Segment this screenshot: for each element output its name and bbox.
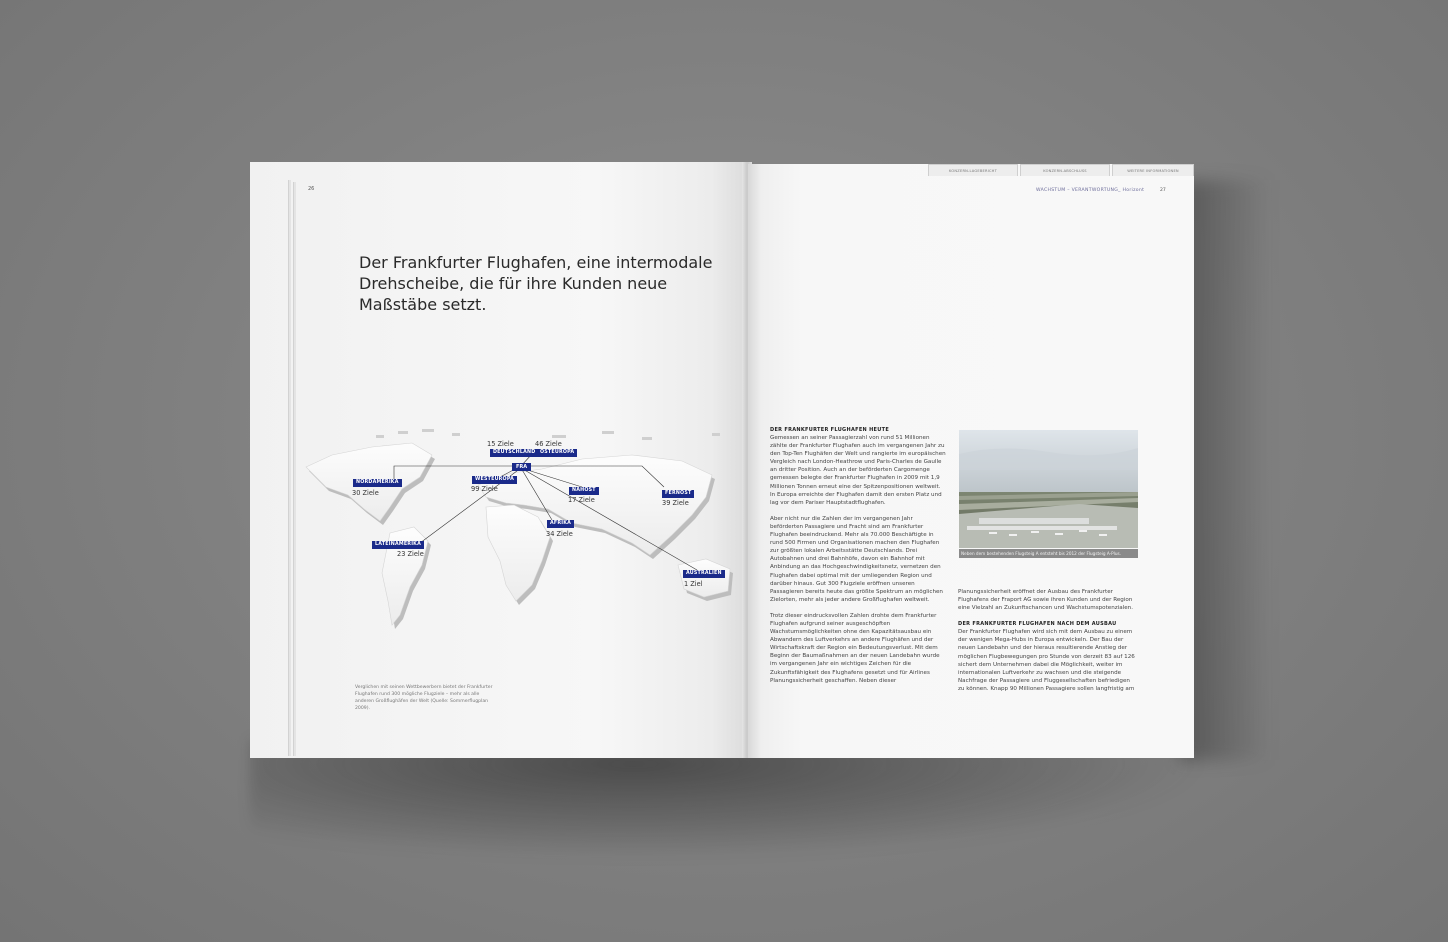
- tab-weitere-informationen[interactable]: WEITERE INFORMATIONEN: [1112, 164, 1194, 176]
- airport-photo: [959, 430, 1138, 548]
- map-region-count-nahost: 17 Ziele: [568, 496, 595, 504]
- tab-konzern-abschluss[interactable]: KONZERN-ABSCHLUSS: [1020, 164, 1110, 176]
- running-head: WACHSTUM – VERANTWORTUNG_ Horizont: [1036, 188, 1145, 193]
- paragraph: Gemessen an seiner Passagierzahl von rund 51 Millionen zählte der Frankfurter Flughafen auch im vergangenen Jahr zu den Top-Ten Flughäfen der Welt und rangierte im europäischen Vergleich nach London-Heathrow und Paris-Charles de Gaulle an dritter Position. Auch an der beförderten Cargomenge gemessen belegte der Frankfurter Flughafen in 2009 mit 1,9 Millionen Tonnen erneut eine der Spitzenpositionen weltweit. In Europa erreichte der Flughafen damit den ersten Platz und lag vor dem Pariser Hauptstadtflughafen.: [770, 435, 946, 506]
- map-region-label-lateinamerika: LATEINAMERIKA: [372, 541, 424, 549]
- map-hub-label: FRA: [512, 463, 531, 471]
- map-region-count-deutschland: 15 Ziele: [487, 440, 514, 448]
- map-caption: Verglichen mit seinen Wettbewerbern bietet der Frankfurter Flughafen rund 300 mögliche Flugziele – mehr als alle anderen Großflughäfen der Welt (Quelle: Sommerflugplan 2009).: [355, 685, 493, 711]
- map-region-label-nordamerika: NORDAMERIKA: [353, 479, 402, 487]
- page-edge: [288, 180, 291, 756]
- map-region-label-nahost: NAHOST: [569, 487, 599, 495]
- map-region-count-westeuropa: 99 Ziele: [471, 485, 498, 493]
- paragraph: Der Frankfurter Flughafen wird sich mit dem Ausbau zu einem der wenigen Mega-Hubs in Europa entwickeln. Der Bau der neuen Landebahn und der hieraus resultierende Anstieg der möglichen Flugbewegungen pro Stunde von derzeit 83 auf 126 sichert dem Unternehmen dabei die Möglichkeit, weiter im internationalen Luftverkehr zu wachsen und die steigende Nachfrage der Passagiere und Fluggesellschaften befriedigen zu können. Knapp 90 Millionen Passagiere sollen langfristig am: [958, 629, 1135, 692]
- page-edge: [293, 182, 296, 756]
- map-region-count-australien: 1 Ziel: [684, 580, 703, 588]
- map-texture: [376, 429, 720, 440]
- map-region-label-afrika: AFRIKA: [547, 520, 574, 528]
- map-region-label-westeuropa: WESTEUROPA: [472, 476, 517, 484]
- page-headline: Der Frankfurter Flughafen, eine intermodale Drehscheibe, die für ihre Kunden neue Maßstäbe setzt.: [359, 253, 713, 314]
- map-region-label-deutschland: DEUTSCHLAND: [490, 449, 538, 457]
- map-region-count-fernost: 39 Ziele: [662, 499, 689, 507]
- map-region-count-osteuropa: 46 Ziele: [535, 440, 562, 448]
- page-number-left: 26: [308, 186, 315, 192]
- paragraph: Planungssicherheit eröffnet der Ausbau des Frankfurter Flughafens der Fraport AG sowie ihren Kunden und der Region eine Vielzahl an Zukunftschancen und Wachstumspotenzialen.: [958, 589, 1134, 612]
- paragraph: Aber nicht nur die Zahlen der im vergangenen Jahr beförderten Passagiere und Fracht sind am Frankfurter Flughafen beeindruckend. Mehr als 70.000 Beschäftigte in rund 500 Firmen und Organisationen machen den Flughafen zur größten lokalen Arbeitsstätte Deutschlands. Drei Autobahnen und drei Bahnhöfe, davon ein Bahnhof mit Anbindung an das Hochgeschwindigkeitsnetz, vernetzen den Flughafen dabei optimal mit der umliegenden Region und darüber hinaus. Gut 300 Flugziele eröffnen unseren Passagieren bereits heute das größte Spektrum an möglichen Zielorten, mehr als jeder andere Großflughafen weltweit.: [770, 515, 943, 603]
- section-title-heute: DER FRANKFURTER FLUGHAFEN HEUTE: [770, 427, 890, 433]
- book-shadow: [250, 740, 1210, 860]
- section-title-ausbau: DER FRANKFURTER FLUGHAFEN NACH DEM AUSBAU: [958, 621, 1117, 628]
- page-number-right: 27: [1160, 188, 1166, 193]
- photo-caption: Neben dem bestehenden Flugsteig A entsteht bis 2012 der Flugsteig A-Plus.: [959, 549, 1138, 558]
- paragraph: Trotz dieser eindrucksvollen Zahlen drohte dem Frankfurter Flughafen aufgrund seiner ausgeschöpften Wachstumsmöglichkeiten ohne den Kapazitätsausbau ein Abwandern des Luftverkehrs an andere Flughäfen und der Wirtschaftskraft der Region ein Bedeutungsverlust. Mit dem Beginn der Baumaßnahmen an der neuen Landebahn wurde im vergangenen Jahr ein wichtiges Zeichen für die Zukunftsfähigkeit des Flughafens gesetzt und für Airlines Planungssicherheit geschaffen. Neben dieser: [770, 612, 940, 684]
- map-region-label-fernost: FERNOST: [662, 490, 694, 498]
- tab-konzern-lagebericht[interactable]: KONZERN-LAGEBERICHT: [928, 164, 1018, 176]
- map-region-label-osteuropa: OSTEUROPA: [537, 449, 577, 457]
- map-region-count-afrika: 34 Ziele: [546, 530, 573, 538]
- map-region-count-nordamerika: 30 Ziele: [352, 489, 379, 497]
- text-column-2: [958, 588, 1138, 701]
- map-region-label-australien: AUSTRALIEN: [683, 570, 725, 578]
- map-region-count-lateinamerika: 23 Ziele: [397, 550, 424, 558]
- text-column-1: [770, 426, 946, 693]
